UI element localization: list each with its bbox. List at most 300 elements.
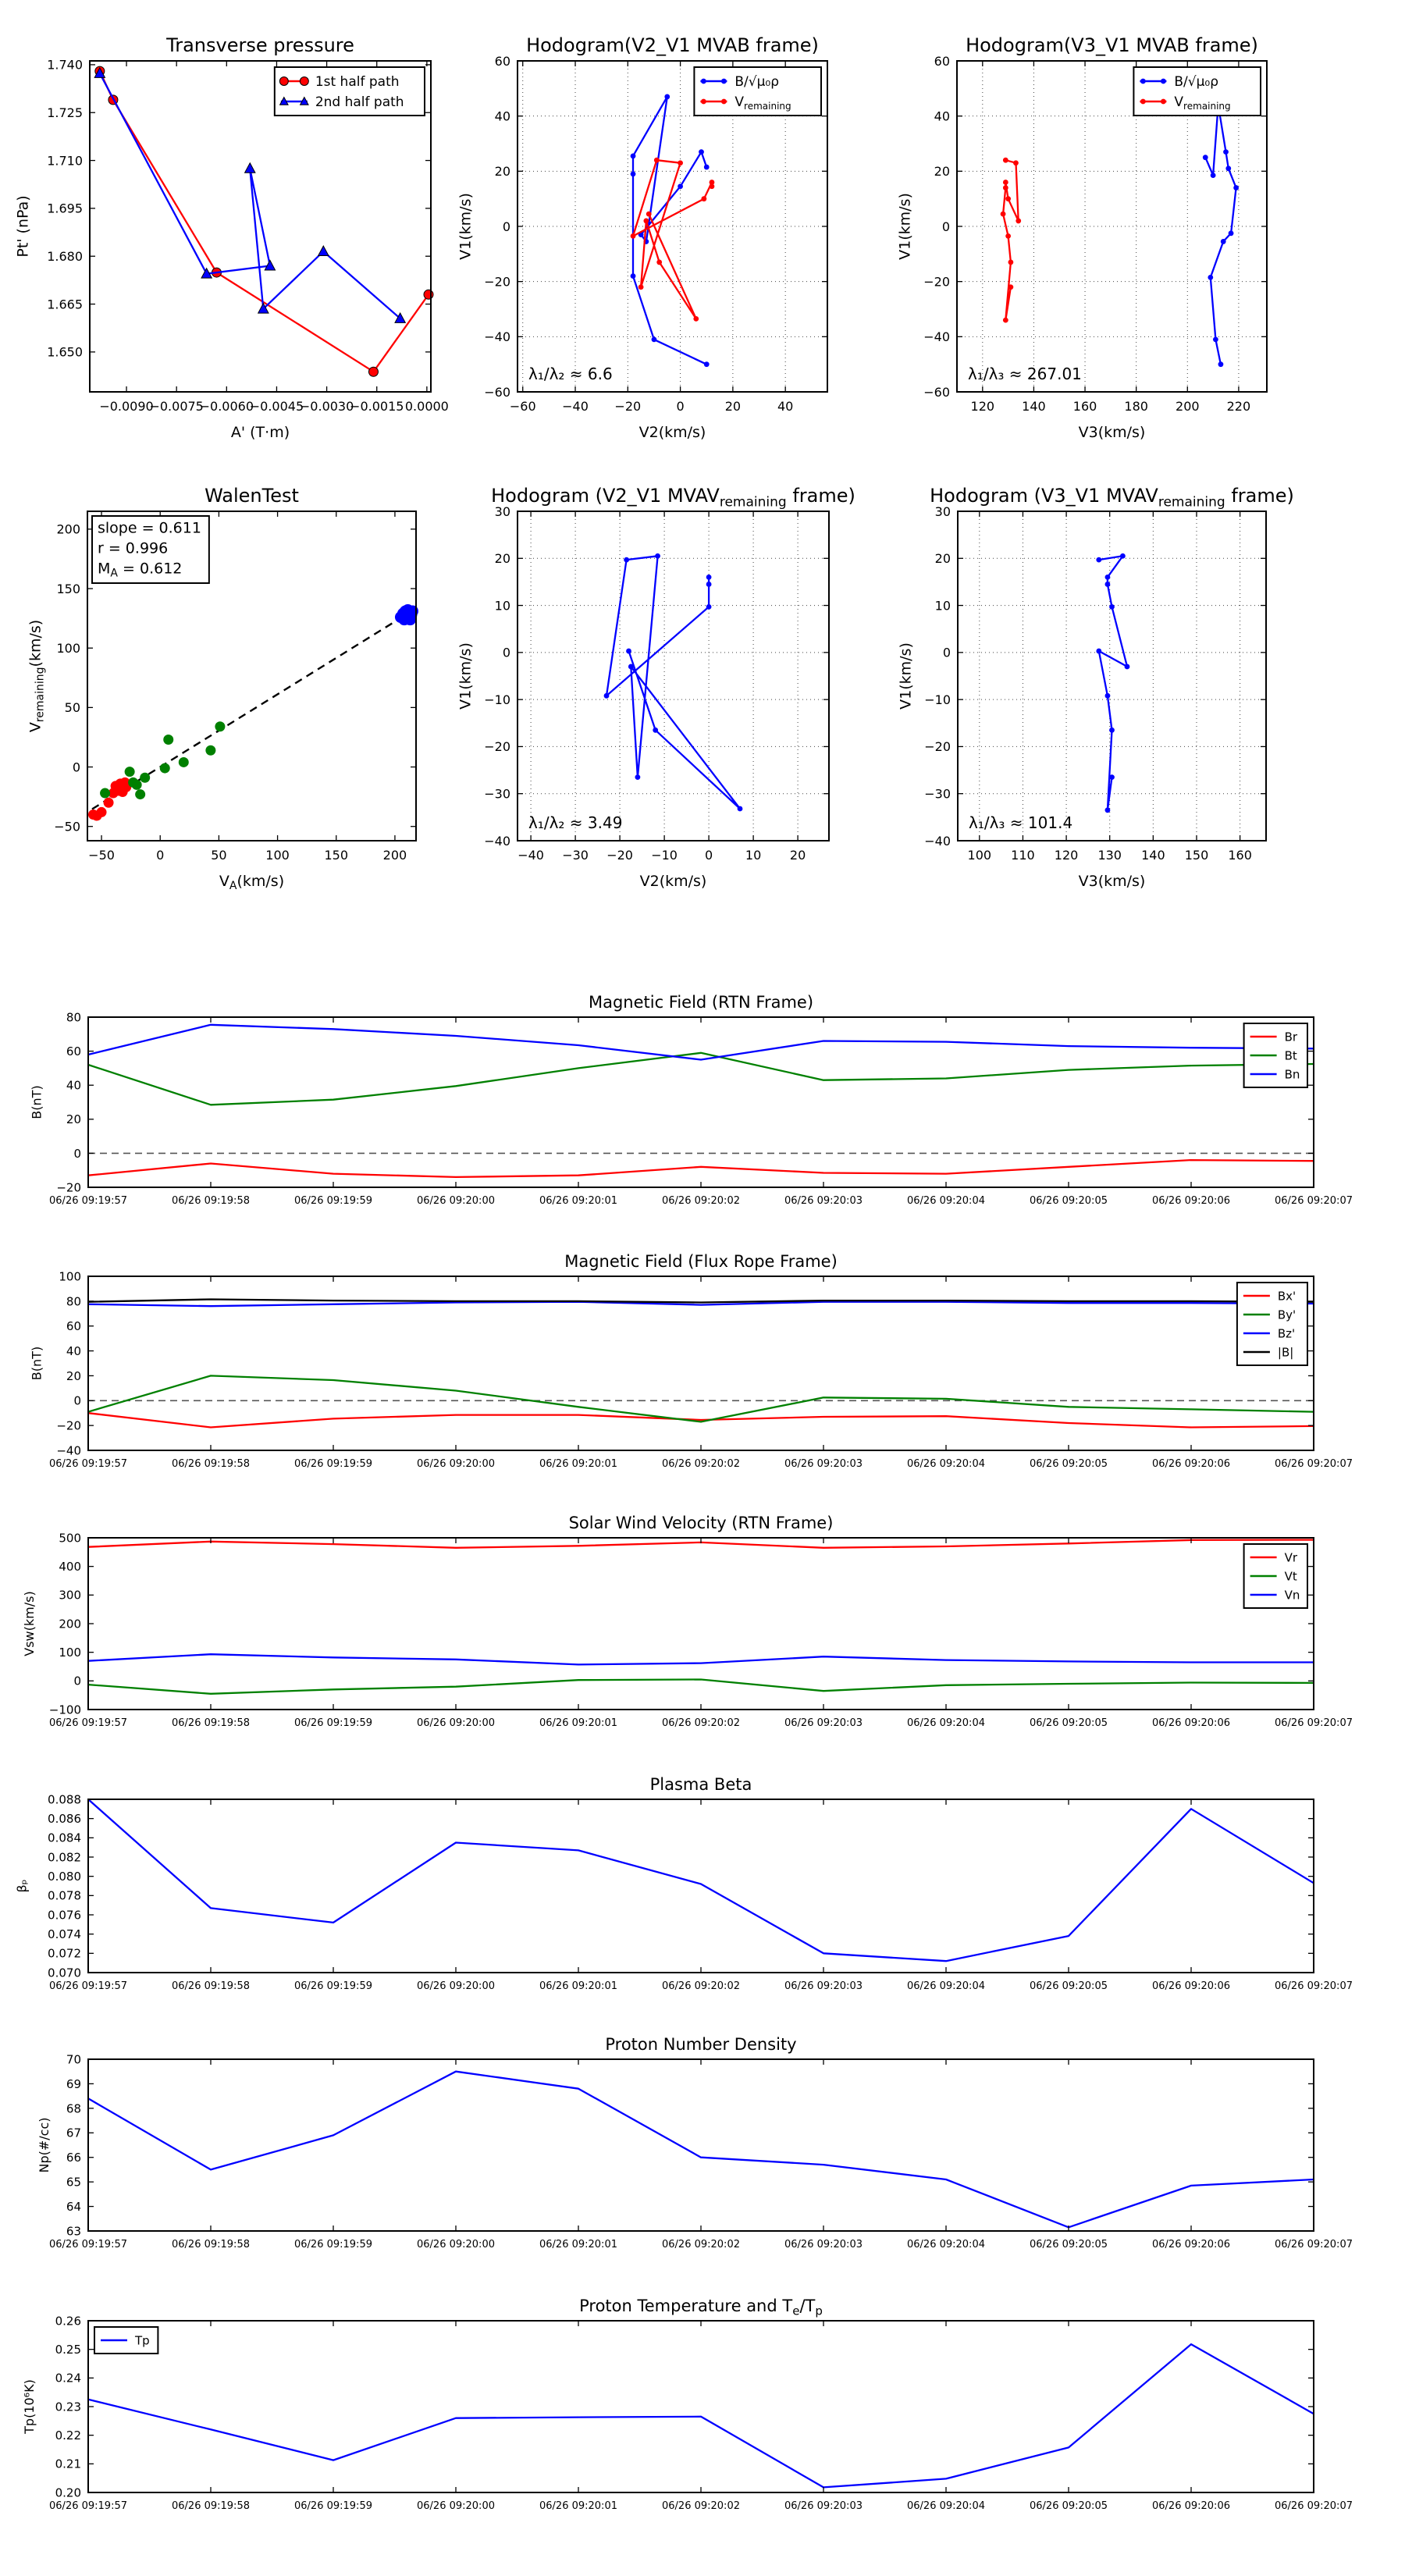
legend-label: Br — [1284, 1030, 1298, 1044]
chart-svg-walen-test — [27, 485, 416, 893]
point-marker — [1203, 155, 1208, 160]
point-marker — [1213, 336, 1218, 342]
x-tick-label: −30 — [562, 848, 589, 863]
panel-solar-wind-velocity — [22, 1514, 1353, 1729]
point-marker — [125, 767, 135, 777]
x-axis-label: V2(km/s) — [639, 873, 707, 890]
x-tick-label: 06/26 09:19:59 — [294, 1717, 372, 1729]
x-tick-label: 0 — [705, 848, 713, 863]
legend-label: $V_{remaining}$ — [1174, 94, 1231, 112]
point-marker — [1233, 185, 1239, 190]
y-tick-label: 20 — [934, 551, 951, 567]
x-tick-label: 06/26 09:19:57 — [49, 1195, 127, 1207]
x-tick-label: 160 — [1228, 848, 1252, 863]
y-tick-label: −30 — [924, 786, 951, 802]
plot-background — [88, 2321, 1314, 2492]
x-tick-label: 06/26 09:19:59 — [294, 1980, 372, 1992]
x-tick-label: 06/26 09:20:00 — [417, 2239, 495, 2250]
y-tick-label: 1.650 — [47, 344, 83, 360]
x-tick-label: 06/26 09:20:05 — [1030, 1980, 1108, 1992]
x-tick-label: 220 — [1226, 399, 1251, 414]
y-tick-label: 0.21 — [55, 2457, 81, 2471]
chart-title: Hodogram(V2_V1 MVAB frame) — [526, 34, 819, 56]
y-tick-label: 300 — [59, 1588, 81, 1603]
y-tick-label: 20 — [494, 164, 510, 180]
x-tick-label: 06/26 09:19:59 — [294, 1458, 372, 1470]
circle-marker — [279, 77, 288, 86]
x-tick-label: 06/26 09:20:02 — [662, 2500, 740, 2512]
annotation-text: λ₁/λ₃ ≈ 101.4 — [969, 813, 1073, 832]
legend-label: Vr — [1284, 1550, 1298, 1565]
y-axis-label: V1(km/s) — [457, 193, 475, 260]
y-tick-label: 1.740 — [47, 57, 83, 73]
y-axis-label: Np(#/cc) — [37, 2117, 52, 2173]
point-marker — [701, 99, 706, 105]
x-tick-label: 06/26 09:20:06 — [1152, 1458, 1230, 1470]
y-tick-label: −40 — [484, 833, 510, 849]
y-tick-label: 1.695 — [47, 201, 83, 216]
point-marker — [179, 757, 189, 767]
chart-title: Plasma Beta — [649, 1775, 752, 1794]
y-tick-label: 200 — [56, 521, 80, 537]
x-tick-label: 150 — [1184, 848, 1209, 863]
x-tick-label: 06/26 09:20:07 — [1275, 1195, 1353, 1207]
point-marker — [653, 728, 658, 733]
circle-marker — [300, 77, 308, 86]
y-tick-label: 0.23 — [55, 2400, 81, 2414]
x-tick-label: 06/26 09:19:59 — [294, 2500, 372, 2512]
point-marker — [1016, 219, 1021, 224]
x-tick-label: 06/26 09:19:57 — [49, 1717, 127, 1729]
point-marker — [706, 582, 712, 587]
x-tick-label: 06/26 09:20:00 — [417, 1458, 495, 1470]
point-marker — [664, 94, 670, 100]
point-marker — [738, 806, 743, 812]
legend-label: Tp — [135, 2333, 150, 2348]
panel-hodogram-v3v1-mvab — [896, 34, 1267, 441]
point-marker — [1125, 664, 1130, 670]
x-tick-label: 06/26 09:20:07 — [1275, 1980, 1353, 1992]
y-tick-label: 20 — [66, 1368, 81, 1383]
point-marker — [1208, 275, 1213, 280]
y-tick-label: 0.088 — [48, 1792, 81, 1807]
point-marker — [1223, 149, 1229, 155]
panel-proton-number-density — [37, 2035, 1353, 2250]
y-tick-label: 200 — [59, 1617, 81, 1631]
panel-magnetic-field-rtn — [29, 993, 1353, 1207]
x-tick-label: 06/26 09:20:06 — [1152, 1717, 1230, 1729]
point-marker — [693, 316, 699, 322]
point-marker — [1109, 774, 1115, 780]
point-marker — [1218, 361, 1224, 367]
chart-title: Solar Wind Velocity (RTN Frame) — [568, 1514, 834, 1532]
info-box-line: slope = 0.611 — [98, 519, 201, 537]
x-tick-label: 140 — [1022, 399, 1046, 414]
y-tick-label: −10 — [484, 692, 510, 707]
panel-hodogram-v2v1-mvab — [457, 34, 827, 441]
point-marker — [1096, 649, 1101, 654]
panel-magnetic-field-flux-rope — [29, 1252, 1353, 1470]
x-tick-label: 06/26 09:20:01 — [539, 2239, 617, 2250]
x-axis-label: $V_A(km/s)$ — [219, 873, 285, 893]
point-marker — [643, 219, 649, 224]
legend-label: |B| — [1277, 1345, 1294, 1360]
point-marker — [132, 780, 142, 790]
x-tick-label: −0.0015 — [350, 399, 404, 414]
chart-title: Hodogram (V2_V1 $MVAV_{remaining}$ frame) — [491, 485, 855, 511]
x-tick-label: 140 — [1141, 848, 1165, 863]
legend-label: $V_{remaining}$ — [735, 94, 791, 112]
point-marker — [1109, 728, 1115, 733]
y-tick-label: 68 — [66, 2101, 81, 2116]
x-tick-label: 160 — [1072, 399, 1097, 414]
y-tick-label: 400 — [59, 1560, 81, 1574]
point-marker — [1221, 239, 1226, 244]
y-tick-label: −20 — [924, 739, 951, 755]
y-tick-label: 69 — [66, 2076, 81, 2091]
x-tick-label: 06/26 09:20:04 — [907, 1458, 985, 1470]
y-tick-label: −20 — [56, 1180, 81, 1195]
x-tick-label: 06/26 09:19:57 — [49, 2500, 127, 2512]
point-marker — [624, 557, 629, 563]
chart-svg-hodogram-v2v1-mvab — [457, 34, 827, 441]
y-tick-label: 0 — [941, 219, 950, 234]
point-marker — [704, 361, 710, 367]
y-tick-label: 0.080 — [48, 1870, 81, 1884]
y-tick-label: 50 — [64, 700, 80, 716]
x-tick-label: 06/26 09:20:05 — [1030, 2500, 1108, 2512]
point-marker — [678, 183, 683, 189]
point-marker — [1003, 185, 1008, 190]
point-marker — [604, 693, 610, 699]
x-tick-label: 06/26 09:20:03 — [784, 1458, 863, 1470]
point-marker — [678, 160, 683, 165]
point-marker — [1109, 604, 1115, 610]
y-tick-label: 100 — [59, 1646, 81, 1660]
y-tick-label: −60 — [484, 384, 510, 400]
x-tick-label: 06/26 09:20:01 — [539, 1717, 617, 1729]
chart-svg-hodogram-v3v1-mvav — [897, 485, 1294, 890]
x-axis-label: V3(km/s) — [1078, 873, 1146, 890]
x-tick-label: 06/26 09:19:58 — [172, 1458, 250, 1470]
x-tick-label: 06/26 09:20:00 — [417, 1980, 495, 1992]
legend-label: Bt — [1284, 1048, 1297, 1063]
plot-background — [518, 511, 829, 841]
y-tick-label: 1.665 — [47, 297, 83, 312]
x-tick-label: 06/26 09:20:04 — [907, 1717, 985, 1729]
y-tick-label: 60 — [934, 53, 950, 69]
point-marker — [699, 149, 704, 155]
point-marker — [1161, 79, 1166, 84]
chart-title: Proton Temperature and $T_e/T_p$ — [579, 2297, 823, 2318]
x-tick-label: 06/26 09:20:04 — [907, 1195, 985, 1207]
point-marker — [97, 807, 107, 817]
y-tick-label: 20 — [934, 164, 950, 180]
x-tick-label: 06/26 09:19:59 — [294, 1195, 372, 1207]
legend-label: By' — [1277, 1308, 1297, 1322]
point-marker — [1008, 260, 1014, 265]
x-tick-label: −50 — [88, 848, 115, 863]
point-marker — [1140, 99, 1146, 105]
point-marker — [100, 788, 110, 799]
point-marker — [1008, 284, 1014, 290]
point-marker — [704, 165, 710, 170]
y-tick-label: 10 — [934, 598, 951, 614]
x-tick-label: 06/26 09:20:05 — [1030, 1195, 1108, 1207]
x-tick-label: 06/26 09:20:02 — [662, 1458, 740, 1470]
x-tick-label: 0.0000 — [404, 399, 449, 414]
y-tick-label: 20 — [494, 551, 510, 567]
x-tick-label: −60 — [509, 399, 536, 414]
chart-svg-plasma-beta — [14, 1775, 1353, 1992]
x-tick-label: 06/26 09:19:58 — [172, 1195, 250, 1207]
y-tick-label: 1.725 — [47, 105, 83, 120]
point-marker — [721, 99, 727, 105]
annotation-text: λ₁/λ₂ ≈ 6.6 — [528, 365, 613, 383]
x-tick-label: −0.0045 — [249, 399, 304, 414]
y-axis-label: V1(km/s) — [457, 642, 475, 710]
x-tick-label: 06/26 09:20:06 — [1152, 2239, 1230, 2250]
x-tick-label: 06/26 09:20:00 — [417, 1717, 495, 1729]
point-marker — [706, 575, 712, 580]
plot-background — [958, 511, 1266, 841]
x-tick-label: 06/26 09:20:04 — [907, 2500, 985, 2512]
y-tick-label: 0 — [73, 1146, 81, 1161]
y-tick-label: −40 — [484, 329, 510, 345]
y-tick-label: 10 — [494, 598, 510, 614]
panel-walen-test — [27, 485, 416, 893]
x-tick-label: 06/26 09:20:00 — [417, 1195, 495, 1207]
x-tick-label: 06/26 09:19:58 — [172, 2239, 250, 2250]
chart-title: WalenTest — [205, 485, 299, 507]
y-tick-label: 0 — [73, 1393, 81, 1408]
point-marker — [1161, 99, 1166, 105]
x-tick-label: 06/26 09:20:04 — [907, 1980, 985, 1992]
y-tick-label: 100 — [56, 640, 80, 656]
chart-svg-magnetic-field-rtn — [29, 993, 1353, 1207]
legend-label: Vt — [1284, 1569, 1297, 1584]
y-tick-label: 1.680 — [47, 248, 83, 264]
legend-label: 2nd half path — [315, 94, 404, 111]
x-tick-label: 20 — [724, 399, 742, 414]
x-tick-label: 06/26 09:20:01 — [539, 2500, 617, 2512]
point-marker — [631, 233, 636, 239]
y-tick-label: 60 — [494, 53, 510, 69]
x-tick-label: 150 — [324, 848, 349, 863]
y-tick-label: −20 — [923, 274, 950, 290]
y-tick-label: 65 — [66, 2175, 81, 2190]
x-tick-label: 06/26 09:20:02 — [662, 1717, 740, 1729]
y-tick-label: 67 — [66, 2126, 81, 2140]
y-axis-label: Tp(10⁶K) — [22, 2379, 37, 2434]
point-marker — [160, 763, 170, 774]
y-tick-label: 0.076 — [48, 1908, 81, 1923]
point-marker — [701, 196, 706, 201]
x-tick-label: 06/26 09:20:02 — [662, 1195, 740, 1207]
y-tick-label: 30 — [494, 503, 510, 519]
point-marker — [701, 79, 706, 84]
point-marker — [710, 180, 715, 185]
point-marker — [721, 79, 727, 84]
x-tick-label: 06/26 09:20:07 — [1275, 2500, 1353, 2512]
info-box-line: r = 0.996 — [98, 539, 169, 557]
x-tick-label: 06/26 09:20:05 — [1030, 1458, 1108, 1470]
annotation-text: λ₁/λ₃ ≈ 267.01 — [968, 365, 1082, 383]
y-axis-label: B(nT) — [29, 1085, 44, 1119]
legend-label: 1st half path — [315, 74, 400, 91]
y-tick-label: −100 — [48, 1703, 81, 1717]
chart-title: Transverse pressure — [166, 34, 354, 56]
x-tick-label: 06/26 09:20:03 — [784, 2500, 863, 2512]
point-marker — [706, 604, 712, 610]
y-tick-label: 40 — [494, 109, 510, 124]
plot-background — [88, 2059, 1314, 2231]
x-tick-label: 200 — [382, 848, 407, 863]
point-marker — [1003, 318, 1008, 323]
y-tick-label: 0 — [502, 645, 510, 660]
y-axis-label: Vsw(km/s) — [22, 1591, 37, 1656]
y-tick-label: 63 — [66, 2224, 81, 2239]
y-tick-label: 0.22 — [55, 2428, 81, 2443]
x-tick-label: 06/26 09:20:06 — [1152, 1980, 1230, 1992]
circle-marker — [368, 367, 378, 376]
x-tick-label: −20 — [606, 848, 633, 863]
x-tick-label: 06/26 09:20:00 — [417, 2500, 495, 2512]
panel-hodogram-v3v1-mvav — [897, 485, 1294, 890]
point-marker — [1105, 807, 1111, 813]
chart-svg-proton-number-density — [37, 2035, 1353, 2250]
x-axis-label: V2(km/s) — [638, 424, 706, 441]
chart-title: Hodogram (V3_V1 $MVAV_{remaining}$ frame) — [930, 485, 1294, 511]
point-marker — [631, 154, 636, 159]
legend-label: B/√μ₀ρ — [1174, 74, 1219, 91]
y-tick-label: 30 — [934, 503, 951, 519]
y-tick-label: −40 — [56, 1443, 81, 1458]
point-marker — [1013, 160, 1019, 165]
x-tick-label: 06/26 09:20:07 — [1275, 2239, 1353, 2250]
x-tick-label: 06/26 09:20:01 — [539, 1458, 617, 1470]
point-marker — [638, 284, 644, 290]
x-tick-label: 50 — [211, 848, 227, 863]
point-marker — [1229, 230, 1234, 236]
x-tick-label: −40 — [562, 399, 589, 414]
y-tick-label: 0.25 — [55, 2343, 81, 2357]
point-marker — [631, 171, 636, 176]
x-tick-label: 06/26 09:20:03 — [784, 1980, 863, 1992]
x-tick-label: 06/26 09:19:58 — [172, 2500, 250, 2512]
x-tick-label: 06/26 09:20:05 — [1030, 1717, 1108, 1729]
y-tick-label: 0.26 — [55, 2314, 81, 2329]
x-tick-label: 06/26 09:20:07 — [1275, 1458, 1353, 1470]
legend-label: Bx' — [1277, 1289, 1297, 1304]
chart-svg-proton-temperature — [22, 2297, 1353, 2512]
circle-marker — [424, 290, 433, 299]
point-marker — [140, 773, 150, 783]
y-tick-label: 0.078 — [48, 1888, 81, 1903]
point-marker — [1005, 233, 1011, 239]
x-tick-label: −40 — [518, 848, 544, 863]
x-tick-label: 06/26 09:19:58 — [172, 1980, 250, 1992]
x-tick-label: 0 — [156, 848, 165, 863]
point-marker — [404, 614, 416, 625]
chart-svg-transverse-pressure — [14, 34, 449, 441]
chart-title: Proton Number Density — [605, 2035, 797, 2054]
y-tick-label: −20 — [484, 274, 510, 290]
point-marker — [626, 649, 631, 654]
panel-hodogram-v2v1-mvav — [457, 485, 855, 890]
point-marker — [656, 260, 662, 265]
y-tick-label: −50 — [54, 819, 80, 834]
x-tick-label: 120 — [970, 399, 995, 414]
y-tick-label: 66 — [66, 2151, 81, 2165]
point-marker — [1120, 553, 1126, 559]
point-marker — [1003, 158, 1008, 163]
x-tick-label: 06/26 09:20:01 — [539, 1195, 617, 1207]
y-tick-label: 0.074 — [48, 1927, 81, 1942]
point-marker — [1105, 693, 1111, 699]
point-marker — [654, 158, 660, 163]
y-tick-label: 0 — [73, 1674, 81, 1688]
point-marker — [631, 273, 636, 279]
x-tick-label: 110 — [1011, 848, 1035, 863]
point-marker — [1225, 165, 1231, 171]
point-marker — [215, 721, 225, 731]
legend-label: Vn — [1284, 1588, 1300, 1603]
y-axis-label: βₚ — [14, 1879, 30, 1893]
panel-proton-temperature — [22, 2297, 1353, 2512]
x-tick-label: 06/26 09:20:02 — [662, 1980, 740, 1992]
chart-svg-hodogram-v3v1-mvab — [896, 34, 1267, 441]
panel-transverse-pressure — [14, 34, 449, 441]
chart-svg-solar-wind-velocity — [22, 1514, 1353, 1729]
x-tick-label: 06/26 09:20:04 — [907, 2239, 985, 2250]
x-tick-label: −0.0075 — [149, 399, 204, 414]
legend-label: Bz' — [1277, 1326, 1296, 1341]
y-tick-label: 60 — [66, 1319, 81, 1334]
y-tick-label: 100 — [59, 1269, 81, 1284]
y-tick-label: 60 — [66, 1044, 81, 1059]
point-marker — [104, 798, 114, 808]
y-tick-label: 0.082 — [48, 1850, 81, 1865]
x-tick-label: 06/26 09:19:57 — [49, 2239, 127, 2250]
chart-title: Magnetic Field (RTN Frame) — [588, 993, 814, 1012]
y-axis-label: V1(km/s) — [897, 642, 915, 710]
x-tick-label: 120 — [1054, 848, 1079, 863]
y-axis-label: V1(km/s) — [896, 193, 914, 260]
x-tick-label: 100 — [967, 848, 992, 863]
x-tick-label: 06/26 09:19:58 — [172, 1717, 250, 1729]
x-tick-label: 06/26 09:20:01 — [539, 1980, 617, 1992]
plot-background — [88, 1799, 1314, 1973]
y-tick-label: 500 — [59, 1531, 81, 1546]
y-tick-label: −60 — [923, 384, 950, 400]
chart-title: Magnetic Field (Flux Rope Frame) — [564, 1252, 838, 1271]
point-marker — [1096, 557, 1101, 563]
chart-svg-hodogram-v2v1-mvav — [457, 485, 855, 890]
x-tick-label: 10 — [745, 848, 762, 863]
x-axis-label: A' (T·m) — [230, 424, 290, 441]
x-tick-label: 130 — [1097, 848, 1122, 863]
y-tick-label: 20 — [66, 1112, 81, 1127]
point-marker — [1105, 582, 1111, 587]
x-tick-label: 0 — [676, 399, 685, 414]
y-tick-label: 0.084 — [48, 1831, 81, 1845]
y-tick-label: 150 — [56, 581, 80, 596]
legend-label: B/√μ₀ρ — [735, 74, 780, 91]
x-tick-label: 100 — [265, 848, 290, 863]
x-tick-label: 40 — [777, 399, 794, 414]
y-tick-label: 80 — [66, 1010, 81, 1025]
